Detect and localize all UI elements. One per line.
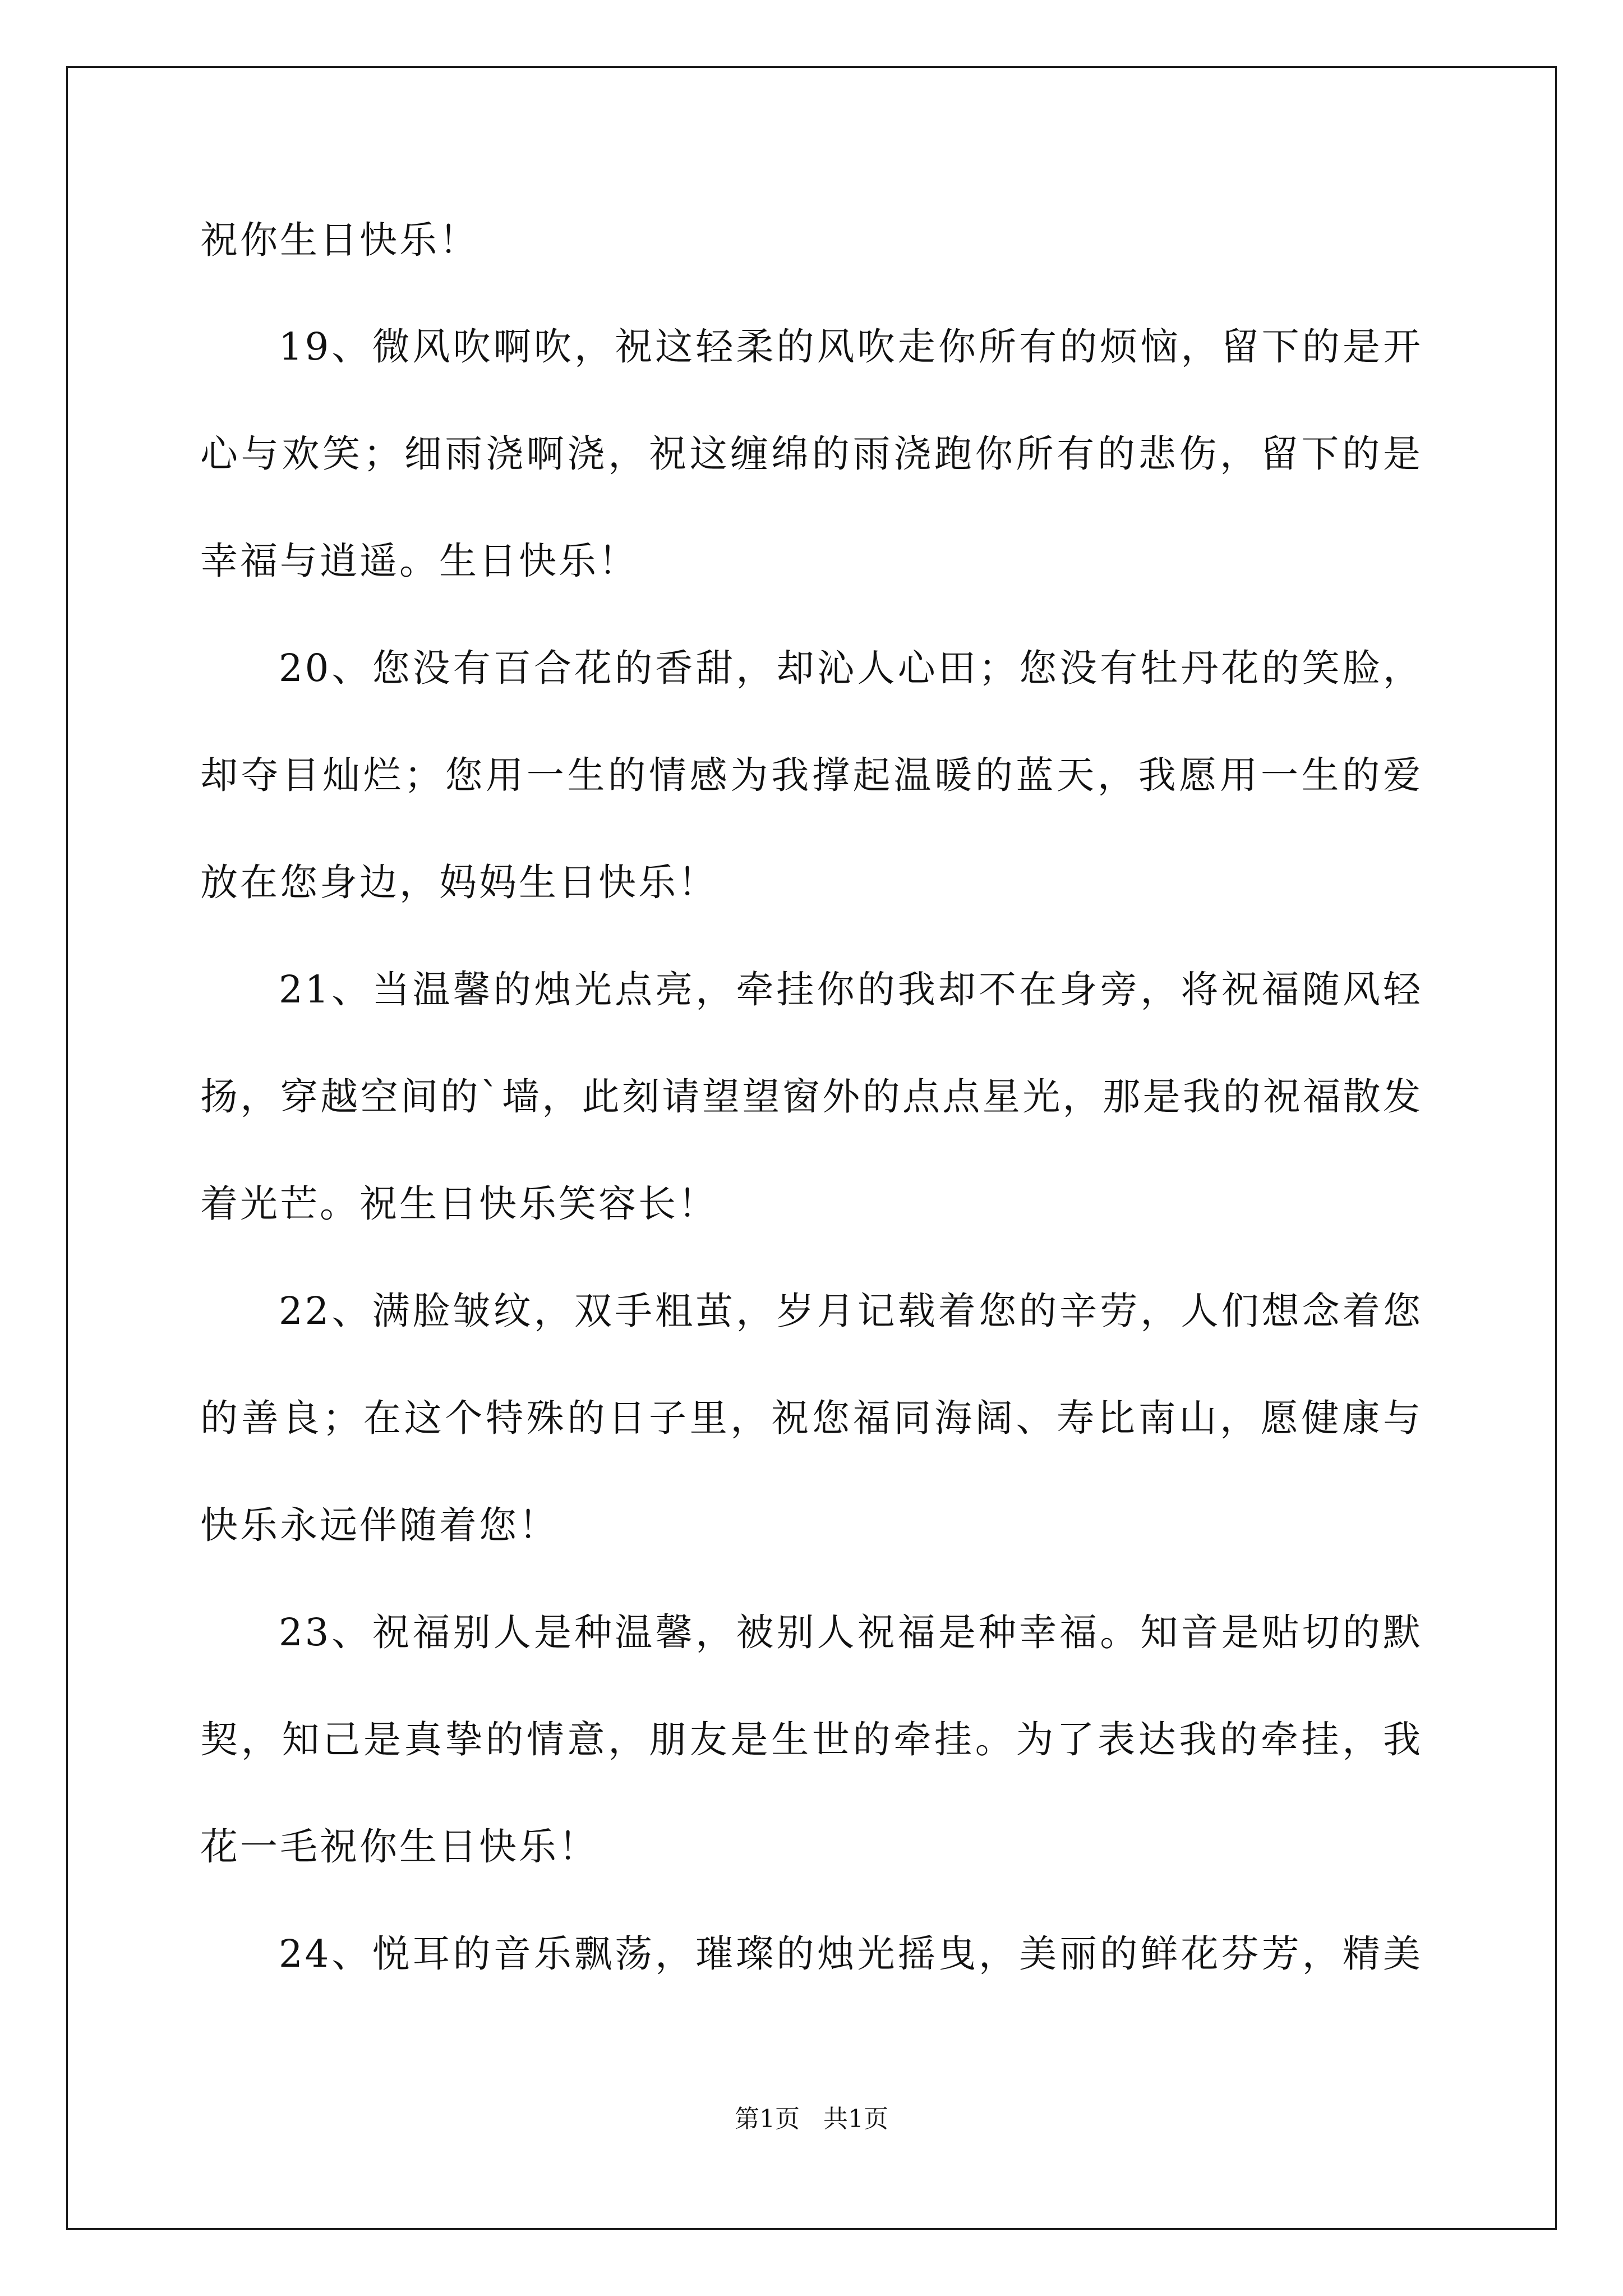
paragraph-24-line-1: 24、悦耳的音乐飘荡，璀璨的烛光摇曳，美丽的鲜花芬芳，精美 [279,1932,1423,1976]
paragraph-23-line-2: 契，知己是真挚的情意，朋友是生世的牵挂。为了表达我的牵挂，我 [200,1718,1423,1761]
paragraph-21-line-3: 着光芒。祝生日快乐笑容长！ [200,1182,718,1226]
continuation-line: 祝你生日快乐！ [200,218,479,262]
page-border [66,66,1557,2230]
paragraph-22-line-3: 快乐永远伴随着您！ [200,1503,559,1547]
paragraph-21-line-2: 扬，穿越空间的`墙，此刻请望望窗外的点点星光，那是我的祝福散发 [200,1075,1423,1119]
paragraph-22-line-2: 的善良；在这个特殊的日子里，祝您福同海阔、寿比南山，愿健康与 [200,1396,1423,1440]
paragraph-19-line-3: 幸福与逍遥。生日快乐！ [200,539,638,583]
paragraph-23-line-3: 花一毛祝你生日快乐！ [200,1825,598,1869]
paragraph-20-line-1: 20、您没有百合花的香甜，却沁人心田；您没有牡丹花的笑脸， [279,646,1423,690]
paragraph-20-line-2: 却夺目灿烂；您用一生的情感为我撑起温暖的蓝天，我愿用一生的爱 [200,753,1423,797]
page-number-footer: 第1页 共1页 [735,2105,888,2133]
paragraph-22-line-1: 22、满脸皱纹，双手粗茧，岁月记载着您的辛劳，人们想念着您 [279,1289,1423,1333]
paragraph-20-line-3: 放在您身边，妈妈生日快乐！ [200,861,718,904]
paragraph-23-line-1: 23、祝福别人是种温馨，被别人祝福是种幸福。知音是贴切的默 [279,1611,1423,1654]
paragraph-19-line-1: 19、微风吹啊吹，祝这轻柔的风吹走你所有的烦恼，留下的是开 [279,325,1423,369]
paragraph-21-line-1: 21、当温馨的烛光点亮，牵挂你的我却不在身旁，将祝福随风轻 [279,968,1423,1011]
paragraph-19-line-2: 心与欢笑；细雨浇啊浇，祝这缠绵的雨浇跑你所有的悲伤，留下的是 [200,432,1423,476]
